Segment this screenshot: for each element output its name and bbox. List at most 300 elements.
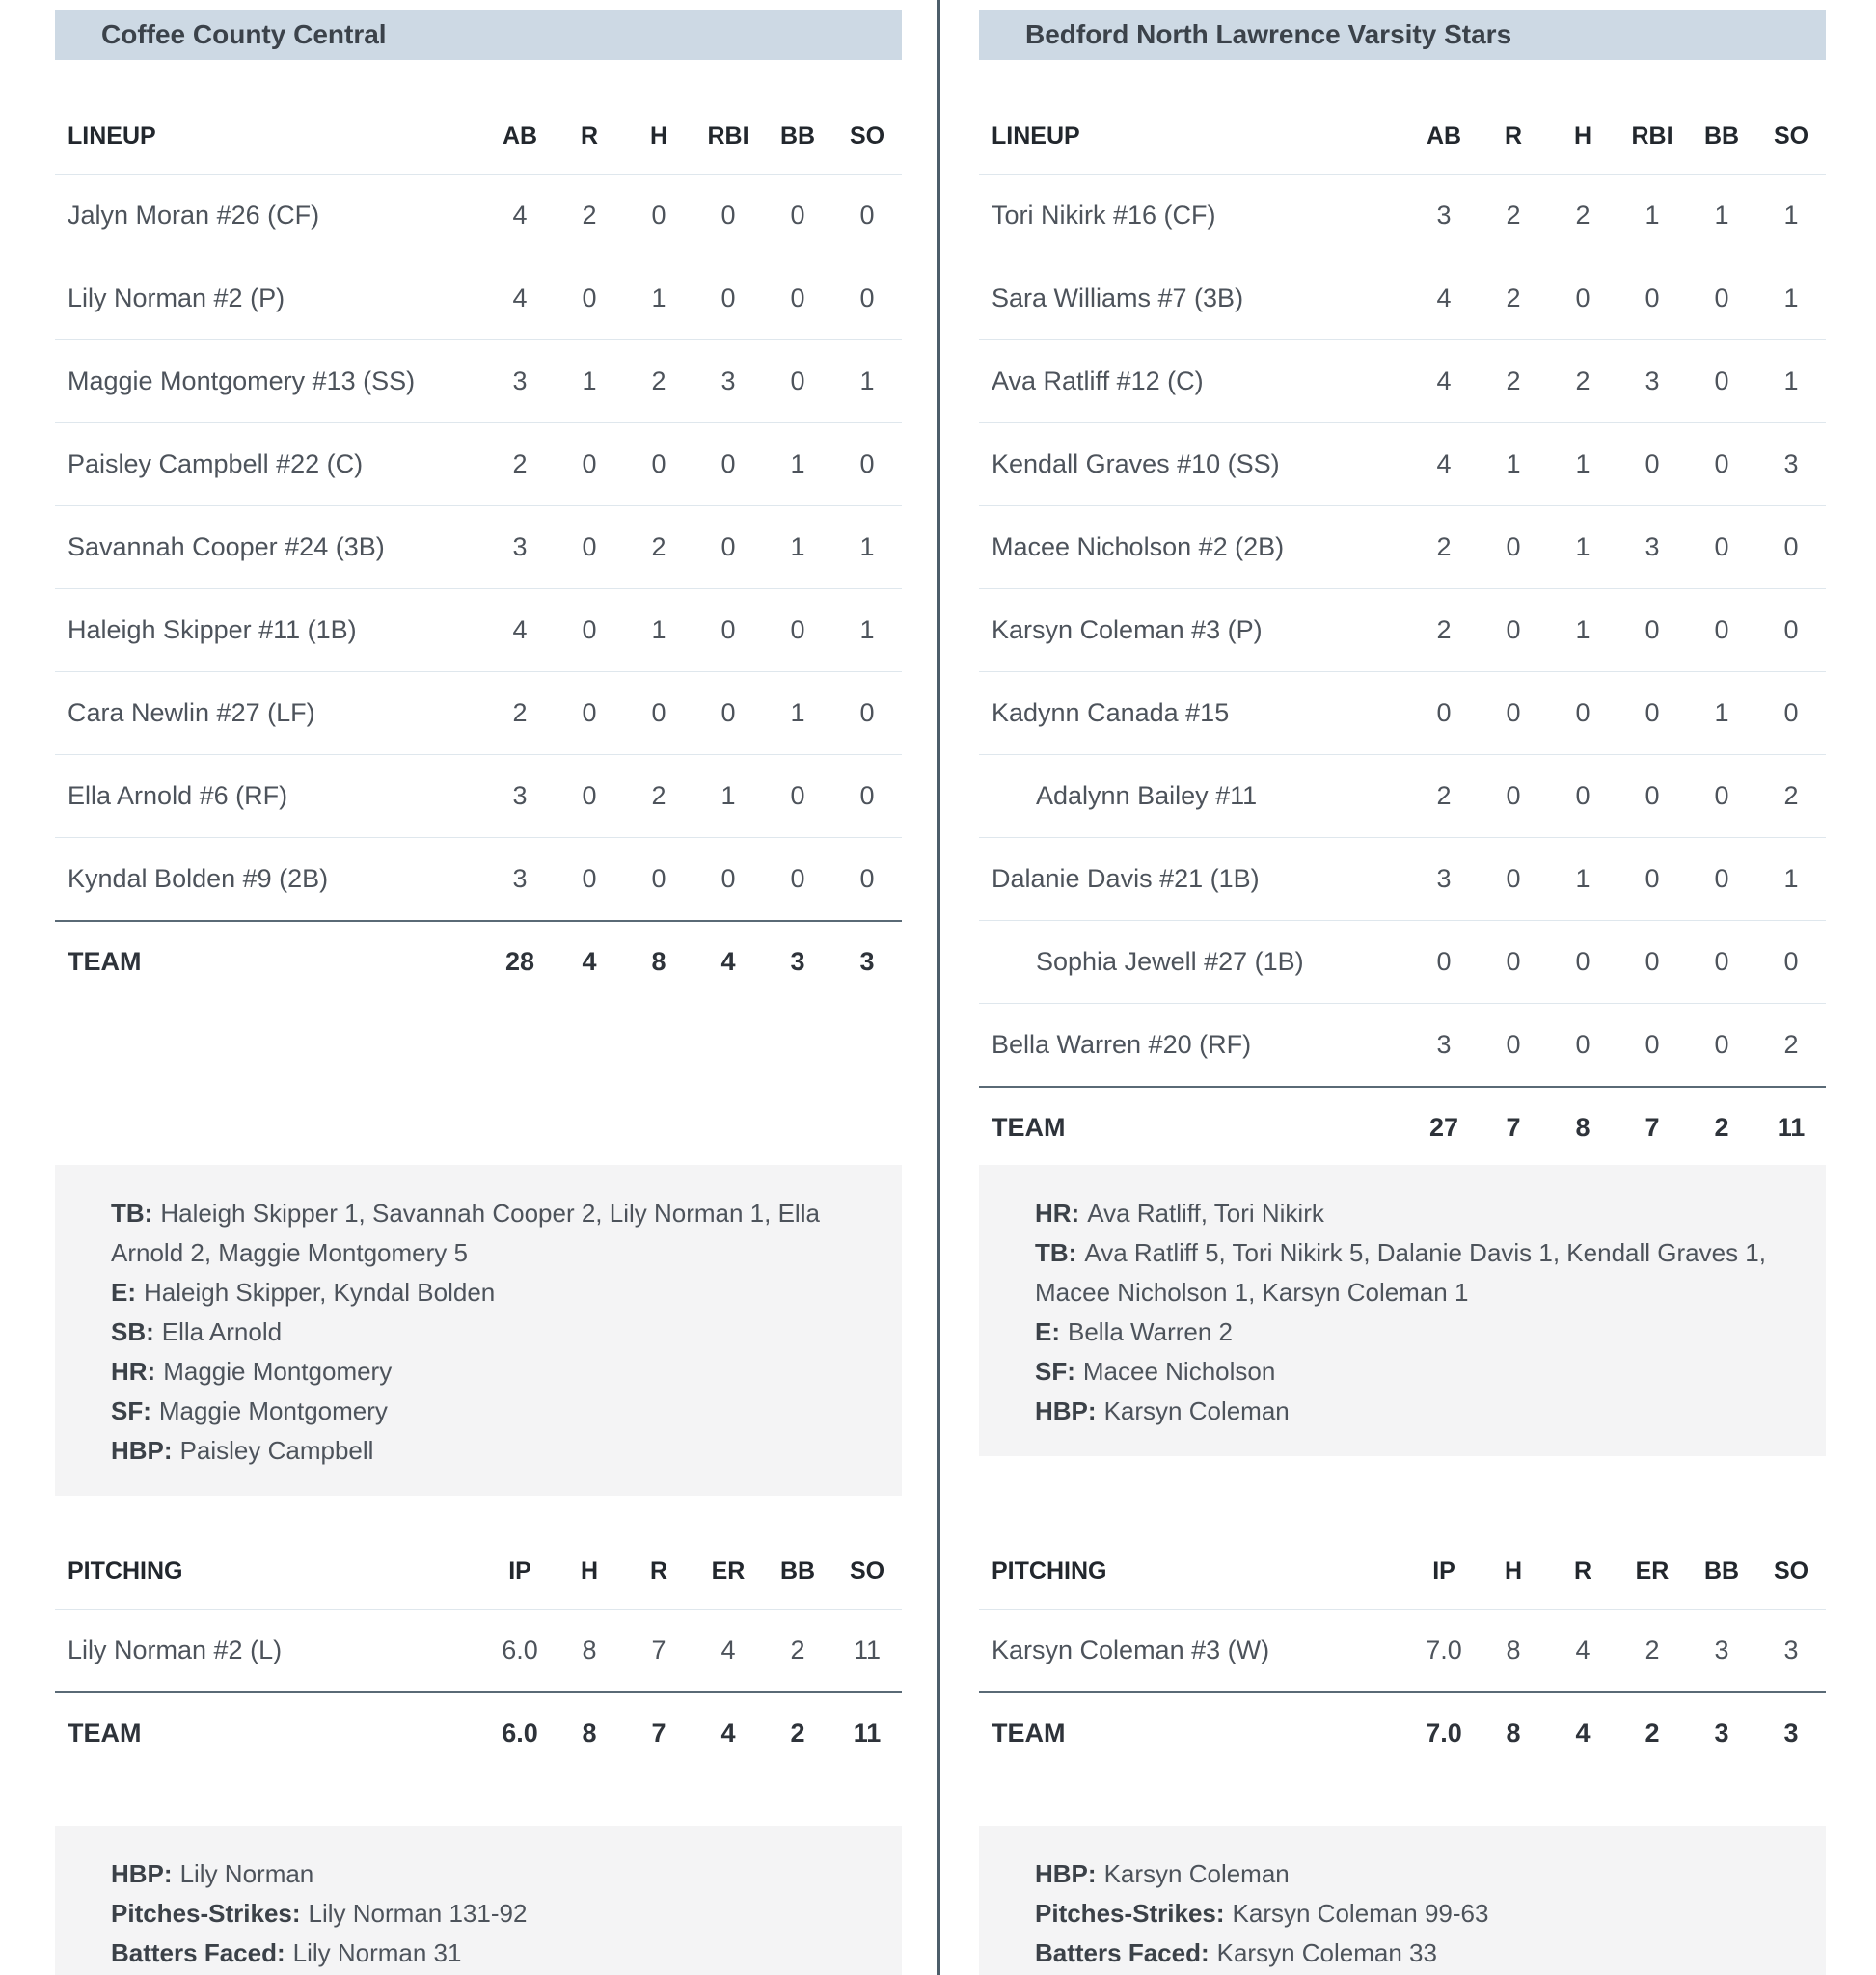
stat-cell: 0 (832, 257, 902, 339)
stat-cell: 0 (832, 422, 902, 505)
stat-cell: 0 (624, 671, 693, 754)
stat-cell: 0 (832, 174, 902, 257)
note-line (111, 1352, 846, 1392)
note-line (111, 1431, 846, 1471)
stat-cell: 2 (485, 422, 555, 505)
note-value: Lily Norman 131-92 (308, 1899, 528, 1928)
stat-cell: 0 (1756, 920, 1826, 1003)
team-total-row (55, 921, 902, 1003)
stat-cell: 0 (555, 754, 624, 837)
stat-cell: 2 (1756, 754, 1826, 837)
note-line (1035, 1392, 1770, 1431)
stat-cell: 0 (1687, 1003, 1756, 1087)
stat-cell: 0 (763, 588, 832, 671)
player-name: Bella Warren #20 (RF) (979, 1003, 1409, 1087)
note-line (1035, 1233, 1770, 1312)
team-total-cell: 4 (693, 921, 763, 1003)
stat-cell: 0 (693, 422, 763, 505)
stat-cell: 0 (1687, 257, 1756, 339)
stat-cell: 1 (1756, 257, 1826, 339)
team-total-cell: 7.0 (1409, 1692, 1479, 1774)
stat-cell: 1 (1756, 837, 1826, 920)
column-header: R (624, 1504, 693, 1609)
stat-cell: 1 (624, 588, 693, 671)
player-name: Lily Norman #2 (P) (55, 257, 485, 339)
stat-cell: 0 (693, 257, 763, 339)
stat-cell: 2 (1409, 588, 1479, 671)
column-header: SO (1756, 60, 1826, 174)
stat-cell: 0 (1618, 1003, 1687, 1087)
stat-cell: 2 (624, 505, 693, 588)
stat-cell: 3 (485, 754, 555, 837)
team-header: Coffee County Central (55, 10, 902, 60)
team-total-cell: 11 (832, 1692, 902, 1774)
stat-cell: 3 (1756, 1609, 1826, 1692)
note-line (111, 1273, 846, 1312)
stat-cell: 3 (1687, 1609, 1756, 1692)
stat-cell: 2 (1479, 339, 1548, 422)
stat-cell: 2 (624, 339, 693, 422)
lineup-row (55, 837, 902, 921)
note-value: Bella Warren 2 (1068, 1317, 1233, 1346)
column-header: IP (1409, 1504, 1479, 1609)
column-header: ER (693, 1504, 763, 1609)
team-total-cell: 8 (1479, 1692, 1548, 1774)
stat-cell: 7.0 (1409, 1609, 1479, 1692)
note-value: Karsyn Coleman 33 (1216, 1938, 1437, 1967)
stat-cell: 1 (624, 257, 693, 339)
pitching-row (55, 1609, 902, 1692)
batting-notes (979, 1165, 1826, 1456)
column-header: SO (1756, 1504, 1826, 1609)
stat-cell: 0 (1756, 505, 1826, 588)
stat-cell: 1 (1687, 174, 1756, 257)
team-total-cell: 2 (1687, 1087, 1756, 1169)
player-name: Sophia Jewell #27 (1B) (979, 920, 1409, 1003)
player-name: Jalyn Moran #26 (CF) (55, 174, 485, 257)
stat-cell: 0 (1687, 837, 1756, 920)
note-line (111, 1934, 846, 1973)
stat-cell: 0 (624, 422, 693, 505)
lineup-row (55, 754, 902, 837)
column-header: H (624, 60, 693, 174)
team-total-cell: 7 (624, 1692, 693, 1774)
player-name: Karsyn Coleman #3 (W) (979, 1609, 1409, 1692)
team-total-cell: 11 (1756, 1087, 1826, 1169)
stat-cell: 2 (555, 174, 624, 257)
stat-cell: 0 (1618, 754, 1687, 837)
note-line (1035, 1194, 1770, 1233)
player-name: Kendall Graves #10 (SS) (979, 422, 1409, 505)
team-total-cell: 2 (1618, 1692, 1687, 1774)
stat-cell: 0 (555, 257, 624, 339)
stat-cell: 0 (1479, 588, 1548, 671)
stat-cell: 0 (1409, 671, 1479, 754)
column-header: BB (763, 1504, 832, 1609)
lineup-section-label: LINEUP (979, 60, 1409, 174)
lineup-row (979, 339, 1826, 422)
stat-cell: 1 (832, 339, 902, 422)
stat-cell: 4 (485, 257, 555, 339)
column-header: BB (1687, 60, 1756, 174)
team-label: TEAM (55, 1692, 485, 1774)
stat-cell: 0 (555, 671, 624, 754)
stat-cell: 8 (1479, 1609, 1548, 1692)
team-total-cell: 3 (763, 921, 832, 1003)
stat-cell: 0 (1618, 837, 1687, 920)
player-name: Kadynn Canada #15 (979, 671, 1409, 754)
stat-cell: 4 (1409, 422, 1479, 505)
stat-cell: 3 (1756, 422, 1826, 505)
stat-cell: 11 (832, 1609, 902, 1692)
stat-cell: 0 (1687, 920, 1756, 1003)
stat-cell: 0 (832, 754, 902, 837)
stat-cell: 0 (1479, 754, 1548, 837)
stat-cell: 0 (1479, 920, 1548, 1003)
player-name: Sara Williams #7 (3B) (979, 257, 1409, 339)
stat-cell: 0 (1479, 837, 1548, 920)
team-total-cell: 4 (555, 921, 624, 1003)
stat-cell: 0 (1548, 920, 1618, 1003)
lineup-row (55, 588, 902, 671)
stat-cell: 1 (763, 671, 832, 754)
pitching-header-row (55, 1504, 902, 1609)
stat-cell: 0 (624, 174, 693, 257)
player-name: Macee Nicholson #2 (2B) (979, 505, 1409, 588)
note-line (111, 1312, 846, 1352)
stat-cell: 0 (1618, 588, 1687, 671)
note-line (1035, 1934, 1770, 1973)
stat-cell: 0 (763, 174, 832, 257)
stat-cell: 1 (763, 505, 832, 588)
stat-cell: 0 (763, 339, 832, 422)
note-value: Haleigh Skipper, Kyndal Bolden (144, 1278, 496, 1307)
player-name: Ella Arnold #6 (RF) (55, 754, 485, 837)
note-label: TB: (1035, 1238, 1077, 1267)
team-label: TEAM (979, 1692, 1409, 1774)
lineup-table (979, 60, 1826, 1169)
lineup-row (979, 1003, 1826, 1087)
stat-cell: 1 (693, 754, 763, 837)
stat-cell: 2 (485, 671, 555, 754)
stat-cell: 4 (1409, 339, 1479, 422)
team-header: Bedford North Lawrence Varsity Stars (979, 10, 1826, 60)
stat-cell: 0 (832, 671, 902, 754)
stat-cell: 0 (1479, 671, 1548, 754)
team-total-row (979, 1087, 1826, 1169)
note-value: Paisley Campbell (179, 1436, 374, 1465)
stat-cell: 3 (1409, 174, 1479, 257)
stat-cell: 1 (1618, 174, 1687, 257)
stat-cell: 2 (1409, 505, 1479, 588)
lineup-section-label: LINEUP (55, 60, 485, 174)
note-label: E: (111, 1278, 136, 1307)
note-label: Batters Faced: (1035, 1938, 1210, 1967)
lineup-row (55, 505, 902, 588)
player-name: Dalanie Davis #21 (1B) (979, 837, 1409, 920)
lineup-table (55, 60, 902, 1003)
column-header: AB (1409, 60, 1479, 174)
note-value: Lily Norman (179, 1859, 314, 1888)
lineup-row (979, 837, 1826, 920)
stat-cell: 1 (1479, 422, 1548, 505)
team-total-cell: 7 (1618, 1087, 1687, 1169)
stat-cell: 3 (1618, 505, 1687, 588)
stat-cell: 2 (1756, 1003, 1826, 1087)
stat-cell: 0 (693, 174, 763, 257)
stat-cell: 0 (1548, 754, 1618, 837)
stat-cell: 1 (1548, 837, 1618, 920)
note-label: E: (1035, 1317, 1060, 1346)
stat-cell: 0 (763, 837, 832, 921)
note-line (1035, 1352, 1770, 1392)
lineup-row (979, 505, 1826, 588)
note-value: Maggie Montgomery (158, 1396, 388, 1425)
stat-cell: 0 (1618, 257, 1687, 339)
stat-cell: 2 (1548, 174, 1618, 257)
lineup-header-row (979, 60, 1826, 174)
stat-cell: 0 (1756, 671, 1826, 754)
stat-cell: 0 (555, 422, 624, 505)
note-value: Haleigh Skipper 1, Savannah Cooper 2, Lily Norman 1, Ella Arnold 2, Maggie Montgomery 5 (111, 1199, 820, 1267)
column-header: BB (763, 60, 832, 174)
note-value: Ava Ratliff 5, Tori Nikirk 5, Dalanie Davis 1, Kendall Graves 1, Macee Nicholson 1, Karsyn Coleman 1 (1035, 1238, 1766, 1307)
player-name: Haleigh Skipper #11 (1B) (55, 588, 485, 671)
note-label: Batters Faced: (111, 1938, 285, 1967)
player-name: Savannah Cooper #24 (3B) (55, 505, 485, 588)
lineup-row (979, 920, 1826, 1003)
note-value: Karsyn Coleman 99-63 (1232, 1899, 1489, 1928)
pitching-row (979, 1609, 1826, 1692)
pitching-section-label: PITCHING (55, 1504, 485, 1609)
note-line (111, 1894, 846, 1934)
stat-cell: 7 (624, 1609, 693, 1692)
stat-cell: 0 (1409, 920, 1479, 1003)
stat-cell: 0 (1618, 671, 1687, 754)
stat-cell: 0 (624, 837, 693, 921)
note-label: HR: (111, 1357, 156, 1386)
note-label: Pitches-Strikes: (111, 1899, 301, 1928)
note-value: Ava Ratliff, Tori Nikirk (1087, 1199, 1324, 1228)
team-label: TEAM (979, 1087, 1409, 1169)
player-name: Karsyn Coleman #3 (P) (979, 588, 1409, 671)
team-total-cell: 2 (763, 1692, 832, 1774)
note-value: Maggie Montgomery (163, 1357, 393, 1386)
stat-cell: 4 (485, 174, 555, 257)
column-header: ER (1618, 1504, 1687, 1609)
column-header: SO (832, 60, 902, 174)
player-name: Kyndal Bolden #9 (2B) (55, 837, 485, 921)
stat-cell: 0 (555, 588, 624, 671)
pitching-table (55, 1504, 902, 1774)
note-value: Macee Nicholson (1082, 1357, 1276, 1386)
lineup-row (55, 671, 902, 754)
lineup-row (55, 339, 902, 422)
column-header: RBI (693, 60, 763, 174)
team-total-cell: 27 (1409, 1087, 1479, 1169)
lineup-row (979, 588, 1826, 671)
stat-cell: 0 (1548, 671, 1618, 754)
note-label: Pitches-Strikes: (1035, 1899, 1225, 1928)
pitching-notes (55, 1826, 902, 1975)
team-total-row (979, 1692, 1826, 1774)
stat-cell: 1 (1548, 588, 1618, 671)
team-panel-home (979, 0, 1826, 1975)
lineup-header-row (55, 60, 902, 174)
column-header: SO (832, 1504, 902, 1609)
stat-cell: 0 (693, 671, 763, 754)
stat-cell: 3 (485, 339, 555, 422)
note-value: Ella Arnold (161, 1317, 283, 1346)
lineup-row (979, 422, 1826, 505)
team-label: TEAM (55, 921, 485, 1003)
stat-cell: 4 (1548, 1609, 1618, 1692)
stat-cell: 0 (1548, 1003, 1618, 1087)
pitching-section-label: PITCHING (979, 1504, 1409, 1609)
stat-cell: 1 (832, 505, 902, 588)
stat-cell: 0 (693, 588, 763, 671)
column-header: R (1479, 60, 1548, 174)
stat-cell: 0 (1687, 754, 1756, 837)
player-name: Maggie Montgomery #13 (SS) (55, 339, 485, 422)
lineup-row (979, 174, 1826, 257)
note-label: SB: (111, 1317, 154, 1346)
stat-cell: 0 (1479, 505, 1548, 588)
note-label: SF: (1035, 1357, 1075, 1386)
lineup-row (55, 257, 902, 339)
team-total-cell: 3 (1756, 1692, 1826, 1774)
note-value: Karsyn Coleman (1103, 1859, 1290, 1888)
stat-cell: 0 (555, 837, 624, 921)
note-line (111, 1392, 846, 1431)
stat-cell: 4 (693, 1609, 763, 1692)
team-total-cell: 8 (1548, 1087, 1618, 1169)
stat-cell: 2 (1479, 174, 1548, 257)
note-line (111, 1194, 846, 1273)
column-header: RBI (1618, 60, 1687, 174)
team-total-cell: 7 (1479, 1087, 1548, 1169)
team-total-cell: 3 (832, 921, 902, 1003)
team-total-cell: 4 (1548, 1692, 1618, 1774)
player-name: Lily Norman #2 (L) (55, 1609, 485, 1692)
note-label: HBP: (1035, 1396, 1097, 1425)
stat-cell: 1 (555, 339, 624, 422)
note-label: HR: (1035, 1199, 1080, 1228)
column-header: H (1548, 60, 1618, 174)
column-header: H (1479, 1504, 1548, 1609)
player-name: Paisley Campbell #22 (C) (55, 422, 485, 505)
stat-cell: 2 (1409, 754, 1479, 837)
pitching-header-row (979, 1504, 1826, 1609)
stat-cell: 3 (1409, 1003, 1479, 1087)
note-line (111, 1854, 846, 1894)
player-name: Adalynn Bailey #11 (979, 754, 1409, 837)
team-total-cell: 4 (693, 1692, 763, 1774)
column-header: IP (485, 1504, 555, 1609)
stat-cell: 2 (1479, 257, 1548, 339)
team-total-cell: 8 (555, 1692, 624, 1774)
stat-cell: 4 (1409, 257, 1479, 339)
stat-cell: 0 (555, 505, 624, 588)
stat-cell: 0 (1687, 422, 1756, 505)
lineup-row (979, 257, 1826, 339)
stat-cell: 1 (1548, 422, 1618, 505)
lineup-row (55, 174, 902, 257)
lineup-row (55, 422, 902, 505)
pitching-table (979, 1504, 1826, 1774)
note-value: Karsyn Coleman (1103, 1396, 1290, 1425)
note-label: HBP: (111, 1436, 173, 1465)
note-label: HBP: (1035, 1859, 1097, 1888)
team-total-cell: 6.0 (485, 1692, 555, 1774)
stat-cell: 0 (1687, 588, 1756, 671)
stat-cell: 0 (832, 837, 902, 921)
stat-cell: 3 (1409, 837, 1479, 920)
stat-cell: 2 (763, 1609, 832, 1692)
stat-cell: 0 (763, 754, 832, 837)
column-header: H (555, 1504, 624, 1609)
stat-cell: 1 (1756, 174, 1826, 257)
stat-cell: 0 (1548, 257, 1618, 339)
note-label: HBP: (111, 1859, 173, 1888)
lineup-row (979, 754, 1826, 837)
batting-notes (55, 1165, 902, 1496)
note-line (1035, 1854, 1770, 1894)
stat-cell: 2 (1548, 339, 1618, 422)
note-line (1035, 1312, 1770, 1352)
stat-cell: 1 (1756, 339, 1826, 422)
stat-cell: 0 (693, 837, 763, 921)
stat-cell: 0 (1618, 920, 1687, 1003)
stat-cell: 1 (1687, 671, 1756, 754)
stat-cell: 8 (555, 1609, 624, 1692)
stat-cell: 1 (832, 588, 902, 671)
team-total-cell: 28 (485, 921, 555, 1003)
note-label: TB: (111, 1199, 153, 1228)
stat-cell: 3 (1618, 339, 1687, 422)
stat-cell: 3 (485, 505, 555, 588)
team-panel-away (55, 0, 902, 1975)
stat-cell: 3 (693, 339, 763, 422)
team-total-row (55, 1692, 902, 1774)
pitching-notes (979, 1826, 1826, 1975)
note-value: Lily Norman 31 (292, 1938, 462, 1967)
stat-cell: 0 (1687, 505, 1756, 588)
note-label: SF: (111, 1396, 151, 1425)
column-header: R (555, 60, 624, 174)
stat-cell: 2 (1618, 1609, 1687, 1692)
team-total-cell: 8 (624, 921, 693, 1003)
stat-cell: 0 (1479, 1003, 1548, 1087)
stat-cell: 1 (763, 422, 832, 505)
player-name: Tori Nikirk #16 (CF) (979, 174, 1409, 257)
lineup-row (979, 671, 1826, 754)
stat-cell: 4 (485, 588, 555, 671)
stat-cell: 0 (693, 505, 763, 588)
note-line (1035, 1894, 1770, 1934)
stat-cell: 0 (763, 257, 832, 339)
column-header: BB (1687, 1504, 1756, 1609)
panel-divider (937, 0, 940, 1975)
column-header: R (1548, 1504, 1618, 1609)
player-name: Ava Ratliff #12 (C) (979, 339, 1409, 422)
stat-cell: 2 (624, 754, 693, 837)
stat-cell: 0 (1618, 422, 1687, 505)
stat-cell: 6.0 (485, 1609, 555, 1692)
stat-cell: 0 (1756, 588, 1826, 671)
stat-cell: 1 (1548, 505, 1618, 588)
team-total-cell: 3 (1687, 1692, 1756, 1774)
